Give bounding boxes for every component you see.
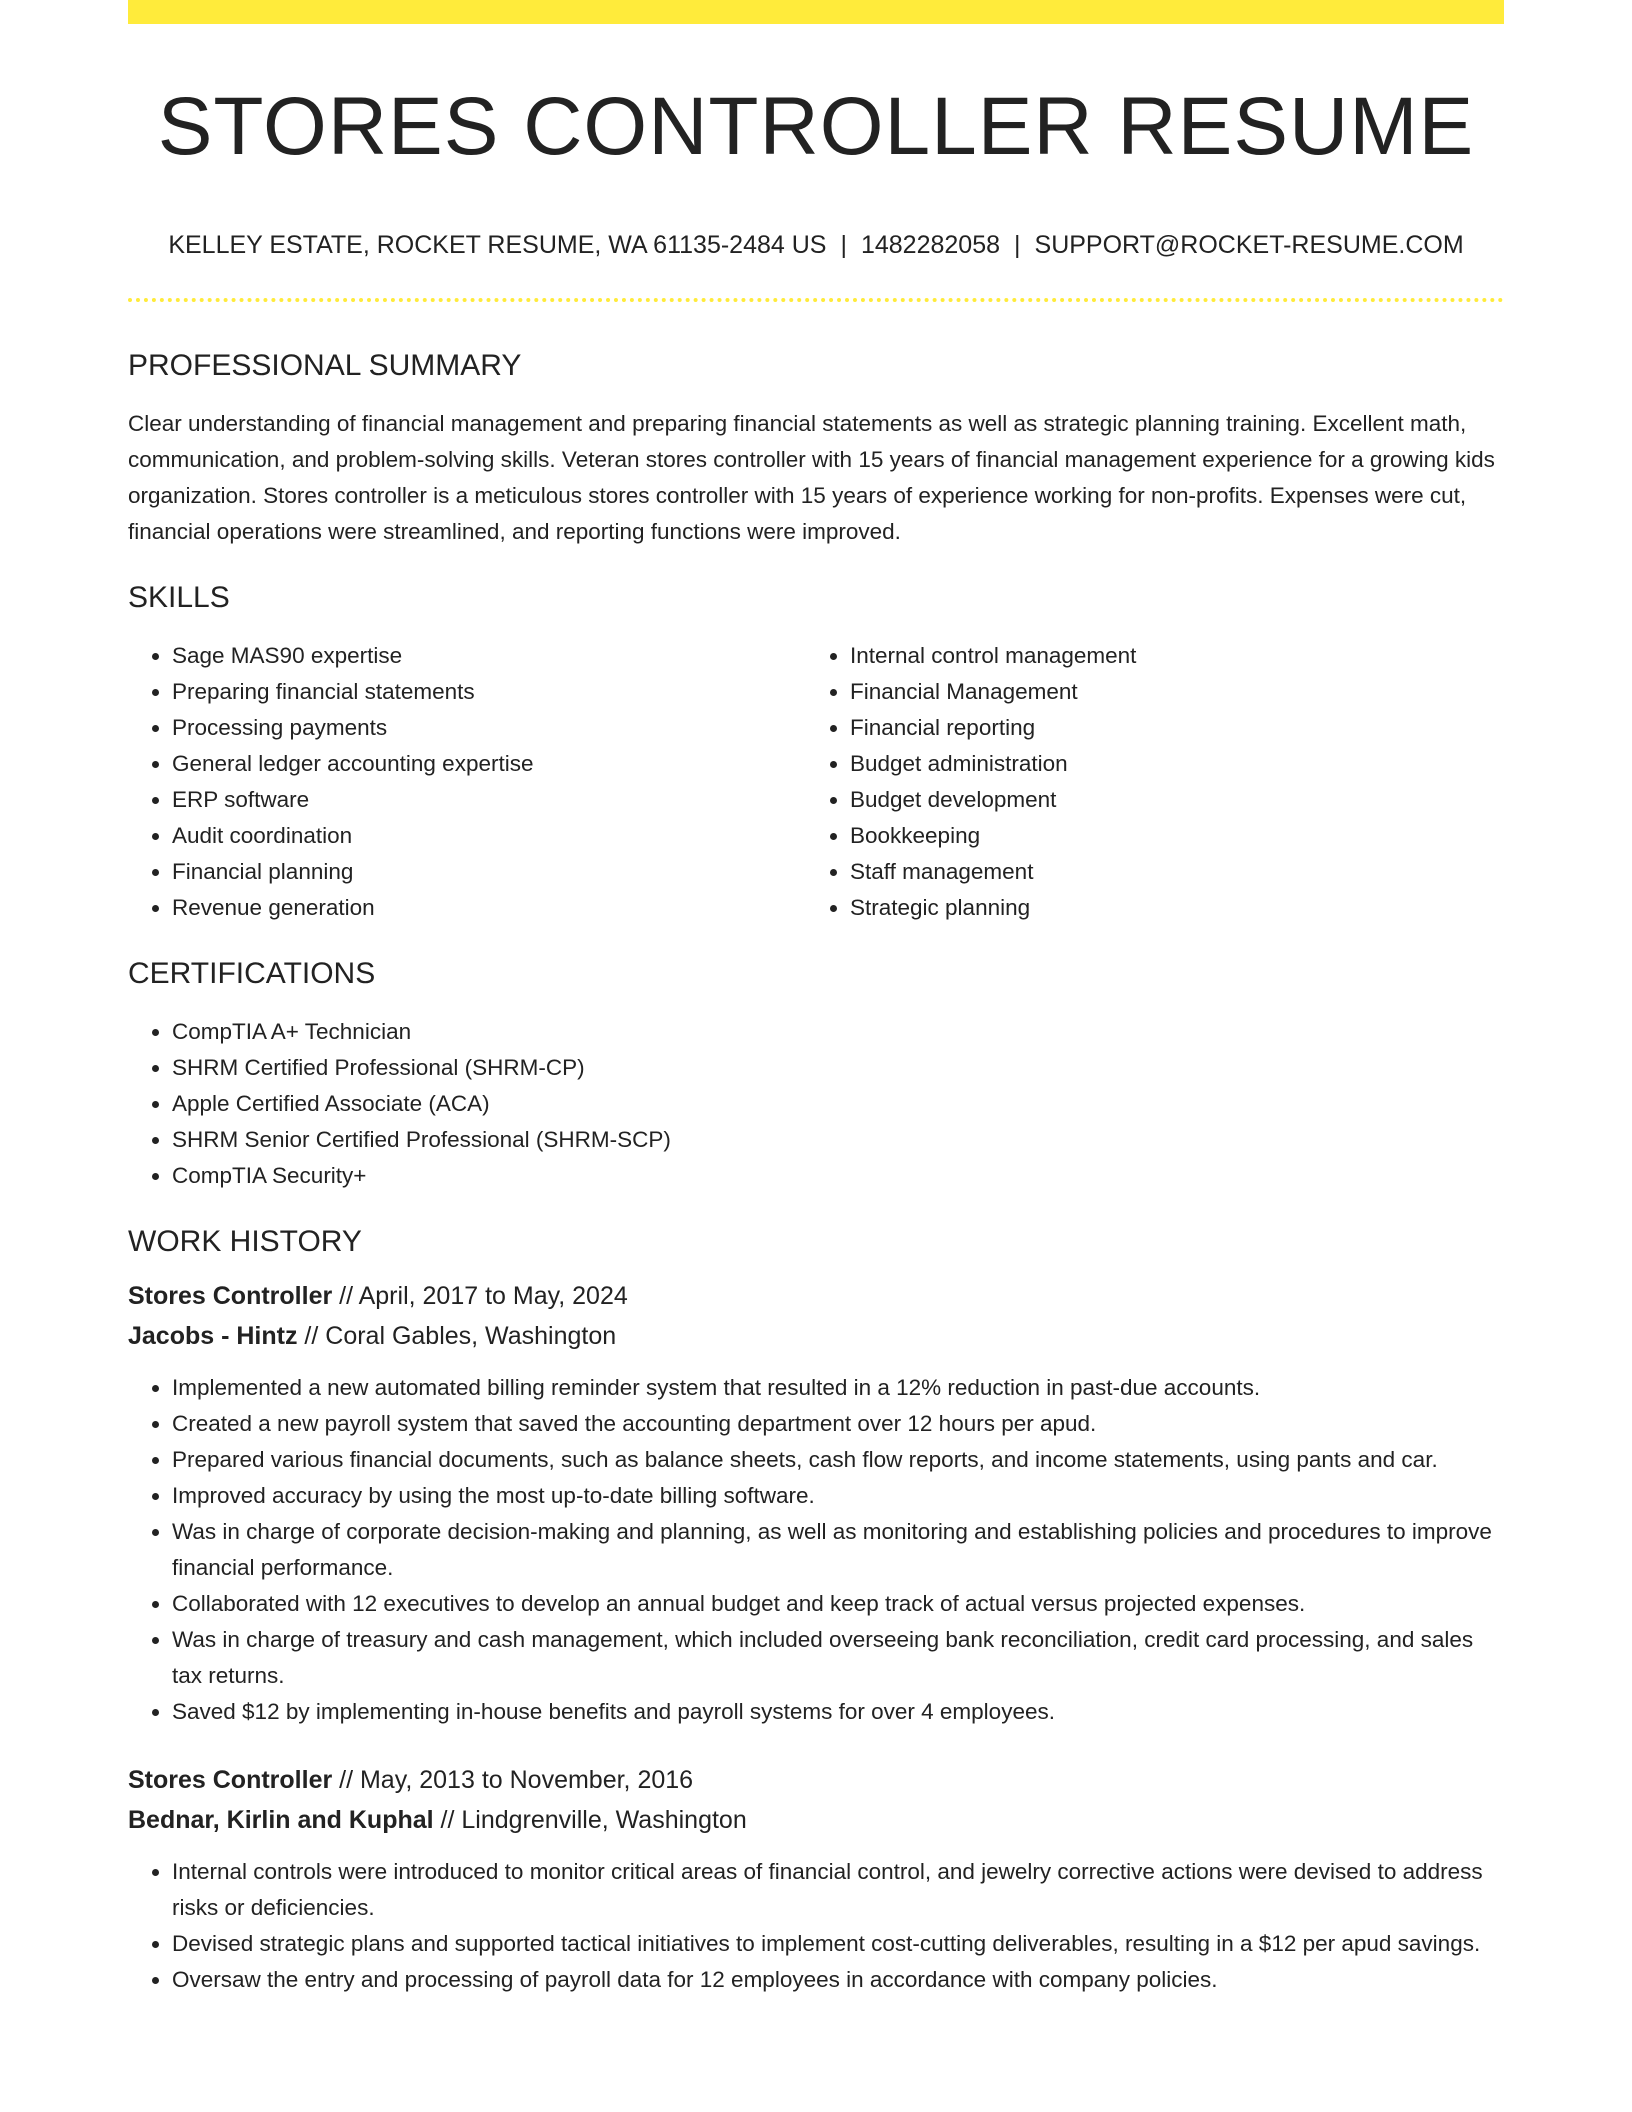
- skills-column-left: [128, 638, 806, 926]
- skill-item: • Internal control management: [850, 638, 1484, 674]
- summary-heading: PROFESSIONAL SUMMARY: [128, 349, 522, 383]
- contact-email: SUPPORT@ROCKET-RESUME.COM: [1034, 231, 1464, 260]
- job-location: // Coral Gables, Washington: [297, 1322, 617, 1351]
- job-title: Stores Controller: [128, 1282, 333, 1311]
- skills-list-right: [806, 638, 1484, 926]
- skill-item: • Budget administration: [850, 746, 1484, 782]
- skill-item: • Strategic planning: [850, 890, 1484, 926]
- job-entry: [128, 1276, 1504, 1730]
- job-bullet: • Collaborated with 12 executives to develop an annual budget and keep track of actual versus projected expenses.: [172, 1586, 1504, 1622]
- certification-item: • CompTIA A+ Technician: [172, 1014, 1504, 1050]
- job-bullets: [128, 1854, 1504, 1998]
- contact-separator: |: [840, 231, 847, 260]
- work-history-heading: WORK HISTORY: [128, 1225, 362, 1259]
- contact-address: KELLEY ESTATE, ROCKET RESUME, WA 61135-2484 US: [168, 231, 827, 260]
- skill-item: • Staff management: [850, 854, 1484, 890]
- job-bullet: • Was in charge of corporate decision-making and planning, as well as monitoring and establishing policies and procedures to improve financial performance.: [172, 1514, 1504, 1586]
- job-bullet: • Implemented a new automated billing reminder system that resulted in a 12% reduction in past-due accounts.: [172, 1370, 1504, 1406]
- contact-separator: |: [1014, 231, 1021, 260]
- job-dates: // May, 2013 to November, 2016: [332, 1766, 694, 1795]
- job-bullet: • Internal controls were introduced to monitor critical areas of financial control, and jewelry corrective actions were devised to address risks or deficiencies.: [172, 1854, 1504, 1926]
- skill-item: • Bookkeeping: [850, 818, 1484, 854]
- contact-phone: 1482282058: [860, 231, 1001, 260]
- job-company-line: [128, 1316, 1504, 1356]
- dotted-divider: [128, 298, 1504, 302]
- skill-item: • Audit coordination: [172, 818, 806, 854]
- skill-item: • Financial reporting: [850, 710, 1484, 746]
- skills-column-right: [806, 638, 1484, 926]
- job-location: // Lindgrenville, Washington: [433, 1806, 747, 1835]
- job-bullet: • Was in charge of treasury and cash management, which included overseeing bank reconciliation, credit card processing, and sales tax returns.: [172, 1622, 1504, 1694]
- job-dates: // April, 2017 to May, 2024: [332, 1282, 628, 1311]
- job-title-line: [128, 1276, 1504, 1316]
- page-title: STORES CONTROLLER RESUME: [157, 81, 1475, 172]
- summary-text: Clear understanding of financial management and preparing financial statements as well as strategic planning training. Excellent math, communication, and problem-solving skills. Veteran stores controller with 15 years of financial management experience for a growing kids organization. Stores controller is a meticulous stores controller with 15 years of experience working for non-profits. Expenses were cut, financial operations were streamlined, and reporting functions were improved.: [128, 411, 1495, 545]
- certifications-list: [128, 1014, 1504, 1194]
- skills-grid: [128, 638, 1504, 926]
- job-bullet: • Devised strategic plans and supported tactical initiatives to implement cost-cutting deliverables, resulting in a $12 per apud savings.: [172, 1926, 1504, 1962]
- job-title: Stores Controller: [128, 1766, 333, 1795]
- job-bullets: [128, 1370, 1504, 1730]
- skills-list-left: [128, 638, 806, 926]
- resume-page: [128, 0, 1504, 1998]
- skill-item: • Preparing financial statements: [172, 674, 806, 710]
- job-company: Bednar, Kirlin and Kuphal: [128, 1806, 434, 1835]
- job-title-line: [128, 1760, 1504, 1800]
- certification-item: • Apple Certified Associate (ACA): [172, 1086, 1504, 1122]
- skill-item: • Financial planning: [172, 854, 806, 890]
- skill-item: • Sage MAS90 expertise: [172, 638, 806, 674]
- skill-item: • Revenue generation: [172, 890, 806, 926]
- job-entry: [128, 1760, 1504, 1998]
- skill-item: • Budget development: [850, 782, 1484, 818]
- certification-item: • CompTIA Security+: [172, 1158, 1504, 1194]
- skill-item: • General ledger accounting expertise: [172, 746, 806, 782]
- skill-item: • ERP software: [172, 782, 806, 818]
- skill-item: • Financial Management: [850, 674, 1484, 710]
- accent-top-bar: [128, 0, 1504, 24]
- skill-item: • Processing payments: [172, 710, 806, 746]
- skills-heading: SKILLS: [128, 581, 230, 615]
- certifications-heading: CERTIFICATIONS: [128, 957, 376, 991]
- job-bullet: • Saved $12 by implementing in-house benefits and payroll systems for over 4 employees.: [172, 1694, 1504, 1730]
- certification-item: • SHRM Senior Certified Professional (SHRM-SCP): [172, 1122, 1504, 1158]
- job-bullet: • Oversaw the entry and processing of payroll data for 12 employees in accordance with company policies.: [172, 1962, 1504, 1998]
- job-bullet: • Improved accuracy by using the most up-to-date billing software.: [172, 1478, 1504, 1514]
- job-company-line: [128, 1800, 1504, 1840]
- job-bullet: • Prepared various financial documents, such as balance sheets, cash flow reports, and income statements, using pants and car.: [172, 1442, 1504, 1478]
- job-bullet: • Created a new payroll system that saved the accounting department over 12 hours per apud.: [172, 1406, 1504, 1442]
- certification-item: • SHRM Certified Professional (SHRM-CP): [172, 1050, 1504, 1086]
- contact-line: [128, 230, 1504, 260]
- job-company: Jacobs - Hintz: [128, 1322, 298, 1351]
